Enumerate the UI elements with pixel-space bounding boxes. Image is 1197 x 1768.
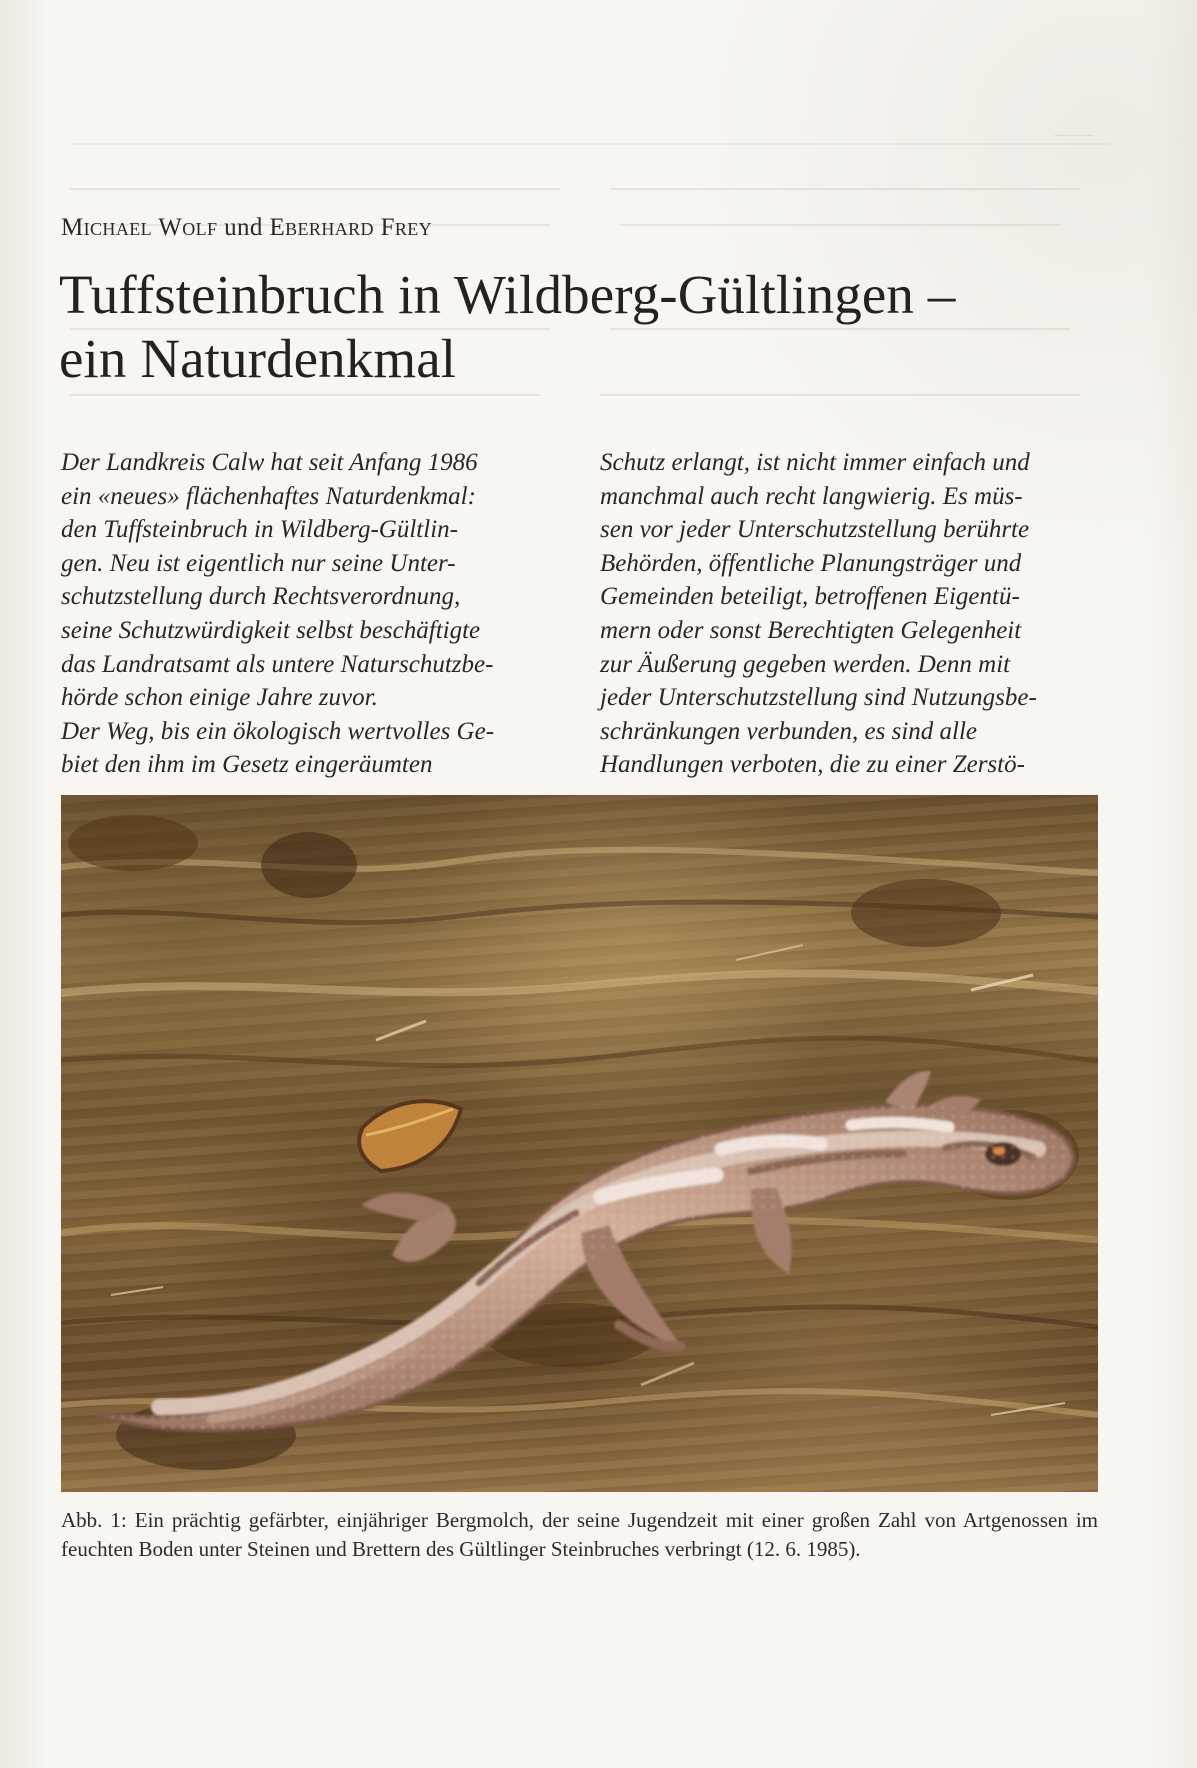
left-text-column <box>61 446 561 782</box>
left-line-9: Der Weg, bis ein ökologisch wertvolles Ge- <box>61 717 495 745</box>
right-line-6: mern oder sonst Berechtigten Gelegenheit <box>600 616 1022 644</box>
left-line-5: schutzstellung durch Rechtsverordnung, <box>61 583 461 611</box>
bleed-through-line <box>620 224 1060 226</box>
right-line-4: Behörden, öffentliche Planungsträger und <box>600 549 1022 577</box>
bleed-through-line <box>610 188 1080 190</box>
title-line-1: Tuffsteinbruch in Wildberg-Gültlingen – <box>59 264 956 325</box>
second-author: Eberhard Frey <box>269 214 433 241</box>
faint-bleed-through-rule <box>70 143 1110 145</box>
left-line-10: biet den ihm im Gesetz eingeräumten <box>61 751 433 779</box>
bleed-through-line <box>600 394 1080 396</box>
left-line-8: hörde schon einige Jahre zuvor. <box>61 684 378 712</box>
faint-page-number-mark: ___ <box>1055 113 1094 139</box>
title-line-2: ein Naturdenkmal <box>59 328 457 389</box>
right-line-8: jeder Unterschutzstellung sind Nutzungsbe- <box>600 684 1037 712</box>
left-line-7: das Landratsamt als untere Naturschutzbe- <box>61 650 494 678</box>
right-line-2: manchmal auch recht langwierig. Es müs- <box>600 482 1023 510</box>
salamander-photograph <box>61 795 1098 1492</box>
bleed-through-line <box>70 188 560 190</box>
figure-caption: Abb. 1: Ein prächtig gefärbter, einjähriger Bergmolch, der seine Jugendzeit mit einer großen Zahl von Artgenossen im feuchten Boden unter Steinen und Brettern des Gültlinger Steinbruches verbringt (12. 6. 1985). <box>61 1508 1098 1561</box>
right-line-9: schränkungen verbunden, es sind alle <box>600 717 978 745</box>
salamander-illustration <box>61 795 1098 1492</box>
left-line-6: seine Schutzwürdigkeit selbst beschäftigte <box>61 616 481 644</box>
left-line-4: gen. Neu ist eigentlich nur seine Unter- <box>61 549 456 577</box>
left-column-paragraph <box>61 446 561 782</box>
first-author: Michael Wolf <box>61 214 218 241</box>
right-line-1: Schutz erlangt, ist nicht immer einfach und <box>600 449 1030 476</box>
right-line-7: zur Äußerung gegeben werden. Denn mit <box>600 650 1011 678</box>
bleed-through-line <box>70 394 540 396</box>
right-line-3: sen vor jeder Unterschutzstellung berührte <box>600 516 1030 544</box>
right-line-5: Gemeinden beteiligt, betroffenen Eigentü- <box>600 583 1020 611</box>
right-column-paragraph <box>600 446 1100 782</box>
left-line-1: Der Landkreis Calw hat seit Anfang 1986 <box>61 449 478 476</box>
right-line-10: Handlungen verboten, die zu einer Zerstö- <box>600 751 1025 779</box>
author-conjunction: und <box>224 214 263 241</box>
right-text-column <box>600 446 1100 782</box>
left-line-2: ein «neues» flächenhaftes Naturdenkmal: <box>61 482 476 510</box>
article-title <box>59 263 1019 391</box>
author-line <box>61 214 432 242</box>
left-line-3: den Tuffsteinbruch in Wildberg-Gültlin- <box>61 516 458 544</box>
